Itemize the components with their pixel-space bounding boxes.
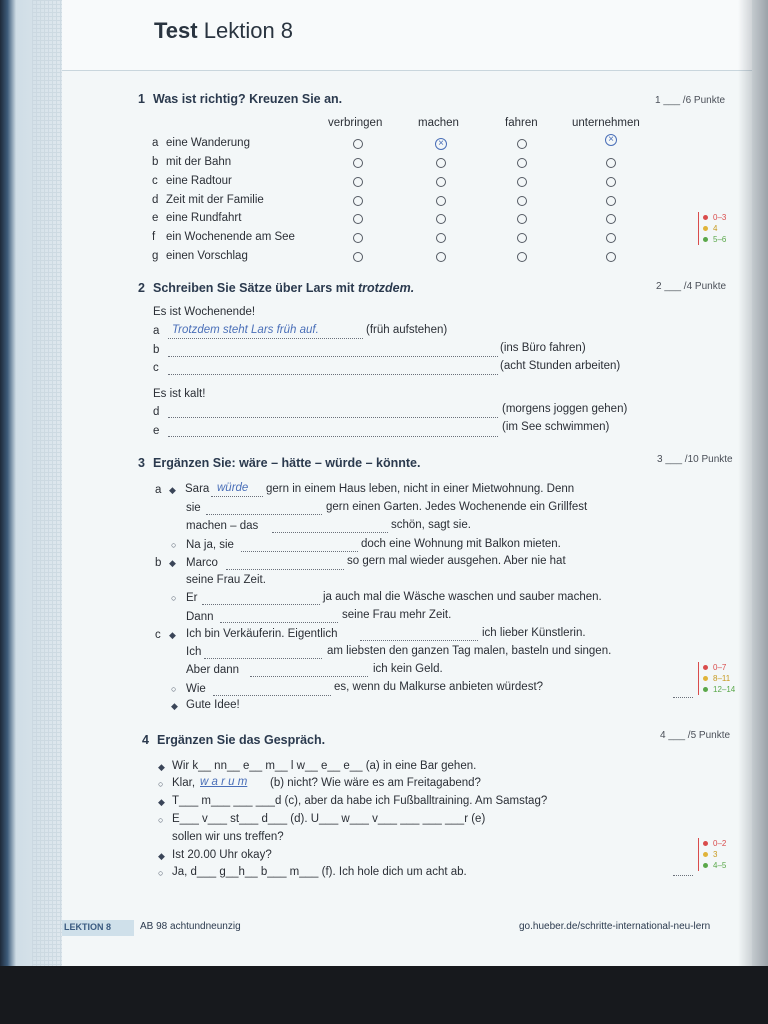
ex1-score-legend <box>698 212 753 245</box>
ex1-row-letter: g <box>152 250 159 262</box>
ex1-row-label: ein Wochenende am See <box>166 231 295 243</box>
diamond-icon: ◆ <box>158 851 165 861</box>
ex2-e-answer-line[interactable] <box>168 436 498 437</box>
scan-background <box>0 966 768 1024</box>
legend-label: 4–5 <box>713 861 727 870</box>
ex3-c1-line[interactable] <box>360 640 478 641</box>
ex4-score: 4 ___ /5 Punkte <box>660 730 731 741</box>
ex2-b-answer-line[interactable] <box>168 356 498 357</box>
ex1-row-label: mit der Bahn <box>166 156 232 168</box>
yellow-dot-icon <box>703 226 708 231</box>
ex1-option-f-unternehmen[interactable] <box>606 233 616 243</box>
ex1-number: 1 <box>138 92 145 106</box>
ex1-row-label: Zeit mit der Familie <box>166 194 264 206</box>
ex2-e-hint: (im See schwimmen) <box>502 421 610 433</box>
ex1-option-g-machen[interactable] <box>436 252 446 262</box>
ex2-c-hint: (acht Stunden arbeiten) <box>500 360 621 372</box>
diamond-icon: ◆ <box>158 797 165 807</box>
diamond-icon: ◆ <box>171 701 178 711</box>
ex1-option-a-fahren[interactable] <box>517 139 527 149</box>
ex3-c3-text: ich kein Geld. <box>373 663 443 675</box>
ex2-letter: d <box>153 406 160 418</box>
ex3-c3-line[interactable] <box>250 676 368 677</box>
ex2-letter: b <box>153 344 160 356</box>
ex3-a2-line[interactable] <box>206 514 322 515</box>
ex1-option-g-verbringen[interactable] <box>353 252 363 262</box>
footer-page-number: AB 98 achtundneunzig <box>140 921 241 932</box>
red-dot-icon <box>703 215 708 220</box>
ex1-row-label: einen Vorschlag <box>166 250 248 262</box>
ex3-total-line <box>673 697 693 698</box>
ex4-b-handwritten-answer[interactable]: w a r u m <box>200 776 248 788</box>
ex4-title: Ergänzen Sie das Gespräch. <box>157 733 326 747</box>
ex3-c5-text: Gute Idee! <box>186 699 240 711</box>
ex4-line-d-e[interactable]: E___ v___ st___ d___ (d). U___ w___ v___ ___ ___ ___r (e) <box>172 813 486 825</box>
ex3-b4-line[interactable] <box>220 622 338 623</box>
ex3-a2-text: sie <box>186 502 201 514</box>
ex4-line-e-cont: sollen wir uns treffen? <box>172 831 284 843</box>
legend-label: 5–6 <box>713 235 727 244</box>
ex1-row-letter: a <box>152 137 159 149</box>
spine-pattern <box>32 0 62 966</box>
ex1-option-d-unternehmen[interactable] <box>606 196 616 206</box>
circle-icon: ○ <box>158 815 164 825</box>
ex2-d-hint: (morgens joggen gehen) <box>502 403 628 415</box>
ex3-c3-text: Aber dann <box>186 664 240 676</box>
ex1-option-g-fahren[interactable] <box>517 252 527 262</box>
ex3-b2-text: seine Frau Zeit. <box>186 574 266 586</box>
ex3-a4-line[interactable] <box>241 551 358 552</box>
circle-icon: ○ <box>171 684 177 694</box>
ex3-a1-text: gern in einem Haus leben, nicht in einer Mietwohnung. Denn <box>266 483 575 495</box>
ex1-option-c-unternehmen[interactable] <box>606 177 616 187</box>
ex4-line-a[interactable]: Wir k__ nn__ e__ m__ l w__ e__ e__ (a) in eine Bar gehen. <box>172 760 477 772</box>
ex3-b3-text: Er <box>186 592 198 604</box>
ex1-row-letter: f <box>152 231 156 243</box>
ex2-c-answer-line[interactable] <box>168 374 498 375</box>
ex2-letter: a <box>153 325 160 337</box>
green-dot-icon <box>703 687 708 692</box>
ex1-col-machen: machen <box>418 117 459 129</box>
legend-label: 0–3 <box>713 213 727 222</box>
ex3-letter: c <box>155 629 161 641</box>
ex1-score: 1 ___ /6 Punkte <box>655 95 726 106</box>
ex3-letter: b <box>155 557 162 569</box>
circle-icon: ○ <box>158 779 164 789</box>
ex1-option-e-unternehmen[interactable] <box>606 214 616 224</box>
ex4-line-b-text: (b) nicht? Wie wäre es am Freitagabend? <box>270 777 481 789</box>
ex4-line-c[interactable]: T___ m___ ___ ___d (c), aber da habe ich Fußballtraining. Am Samstag? <box>172 795 548 807</box>
ex3-a2-text: gern einen Garten. Jedes Wochenende ein Grillfest <box>326 501 588 513</box>
legend-label: 0–7 <box>713 663 727 672</box>
ex2-number: 2 <box>138 281 145 295</box>
green-dot-icon <box>703 237 708 242</box>
ex3-c4-text: Wie <box>186 683 206 695</box>
yellow-dot-icon <box>703 852 708 857</box>
ex1-row-label: eine Radtour <box>166 175 232 187</box>
red-dot-icon <box>703 841 708 846</box>
ex1-option-b-unternehmen[interactable] <box>606 158 616 168</box>
ex1-option-b-verbringen[interactable] <box>353 158 363 168</box>
ex1-option-a-unternehmen-checked[interactable]: × <box>605 134 617 146</box>
ex2-letter: e <box>153 425 160 437</box>
diamond-icon: ◆ <box>169 630 176 640</box>
legend-label: 8–11 <box>713 674 731 683</box>
ex3-c2-line[interactable] <box>204 658 322 659</box>
ex1-option-d-fahren[interactable] <box>517 196 527 206</box>
ex3-a3-line[interactable] <box>272 532 388 533</box>
legend-label: 3 <box>713 850 718 859</box>
ex3-letter: a <box>155 484 162 496</box>
ex4-line-text: Ist 20.00 Uhr okay? <box>172 849 272 861</box>
legend-label: 0–2 <box>713 839 727 848</box>
yellow-dot-icon <box>703 676 708 681</box>
ex1-row-label: eine Wanderung <box>166 137 250 149</box>
ex3-score-legend <box>698 662 753 695</box>
ex1-option-d-verbringen[interactable] <box>353 196 363 206</box>
ex1-option-c-fahren[interactable] <box>517 177 527 187</box>
ex1-row-letter: d <box>152 194 159 206</box>
red-dot-icon <box>703 665 708 670</box>
ex1-option-e-fahren[interactable] <box>517 214 527 224</box>
ex3-a1-label: Sara <box>185 483 210 495</box>
diamond-icon: ◆ <box>169 558 176 568</box>
ex3-b1-text: Marco <box>186 557 218 569</box>
ex1-option-c-machen[interactable] <box>436 177 446 187</box>
diamond-icon: ◆ <box>158 762 165 772</box>
footer-lektion: LEKTION 8 <box>64 922 112 932</box>
ex3-a1-handwritten-answer: würde <box>217 482 249 494</box>
page-title: Test Lektion 8 <box>154 18 294 43</box>
ex2-a-handwritten-answer: Trotzdem steht Lars früh auf. <box>172 324 319 336</box>
ex1-col-unternehmen: unternehmen <box>572 117 640 129</box>
ex1-row-letter: c <box>152 175 158 187</box>
ex3-c4-line[interactable] <box>213 695 331 696</box>
ex3-title: Ergänzen Sie: wäre – hätte – würde – könnte. <box>153 456 421 470</box>
legend-label: 12–14 <box>713 685 736 694</box>
ex1-option-f-verbringen[interactable] <box>353 233 363 243</box>
ex1-col-fahren: fahren <box>505 117 538 129</box>
diamond-icon: ◆ <box>169 485 176 495</box>
circle-icon: ○ <box>171 540 177 550</box>
ex1-title: Was ist richtig? Kreuzen Sie an. <box>153 92 343 106</box>
ex1-row-label: eine Rundfahrt <box>166 212 242 224</box>
green-dot-icon <box>703 863 708 868</box>
footer-url[interactable]: go.hueber.de/schritte-international-neu-lern <box>519 921 711 932</box>
ex1-option-g-unternehmen[interactable] <box>606 252 616 262</box>
legend-label: 4 <box>713 224 718 233</box>
ex1-option-d-machen[interactable] <box>436 196 446 206</box>
ex3-c4-text: es, wenn du Malkurse anbieten würdest? <box>334 681 544 693</box>
ex3-a3-text: machen – das <box>186 520 259 532</box>
ex2-score: 2 ___ /4 Punkte <box>656 281 727 292</box>
ex1-option-e-verbringen[interactable] <box>353 214 363 224</box>
ex1-option-b-fahren[interactable] <box>517 158 527 168</box>
ex1-option-c-verbringen[interactable] <box>353 177 363 187</box>
ex3-b4-text: seine Frau mehr Zeit. <box>342 609 452 621</box>
circle-icon: ○ <box>158 868 164 878</box>
ex3-a3-text: schön, sagt sie. <box>391 519 471 531</box>
ex4-total-line <box>673 875 693 876</box>
ex3-a1-line[interactable] <box>211 496 263 497</box>
ex2-a-hint: (früh aufstehen) <box>366 324 448 336</box>
ex3-c2-text: Ich <box>186 646 202 658</box>
ex1-option-f-machen[interactable] <box>436 233 446 243</box>
ex1-option-e-machen[interactable] <box>436 214 446 224</box>
ex2-d-answer-line[interactable] <box>168 417 498 418</box>
ex4-score-legend <box>698 838 753 871</box>
ex1-row-letter: e <box>152 212 159 224</box>
ex3-number: 3 <box>138 456 145 470</box>
ex1-option-a-verbringen[interactable] <box>353 139 363 149</box>
ex3-b1-text: so gern mal wieder ausgehen. Aber nie hat <box>347 555 566 567</box>
ex3-b3-text: ja auch mal die Wäsche waschen und sauber machen. <box>323 591 602 603</box>
ex3-c2-text: am liebsten den ganzen Tag malen, basteln und singen. <box>327 645 612 657</box>
page-shadow <box>738 0 768 966</box>
ex2-a-answer-line[interactable] <box>168 338 363 339</box>
ex1-col-verbringen: verbringen <box>328 117 383 129</box>
ex1-option-a-machen-checked[interactable]: × <box>435 138 447 150</box>
ex4-line-f[interactable]: Ja, d___ g__h__ b___ m___ (f). Ich hole dich um acht ab. <box>172 866 467 878</box>
ex3-b4-text: Dann <box>186 611 214 623</box>
ex4-line-b-prefix: Klar, <box>172 777 196 789</box>
ex3-b3-line[interactable] <box>202 604 320 605</box>
ex2-title: Schreiben Sie Sätze über Lars mit trotzdem. <box>153 281 415 295</box>
ex3-b1-line[interactable] <box>226 569 344 570</box>
ex2-letter: c <box>153 362 159 374</box>
ex1-option-b-machen[interactable] <box>436 158 446 168</box>
ex3-a4-text: Na ja, sie <box>186 539 234 551</box>
ex2-b-hint: (ins Büro fahren) <box>500 342 586 354</box>
ex1-option-f-fahren[interactable] <box>517 233 527 243</box>
circle-icon: ○ <box>171 593 177 603</box>
ex1-row-letter: b <box>152 156 159 168</box>
ex4-number: 4 <box>142 733 149 747</box>
ex3-a4-text: doch eine Wohnung mit Balkon mieten. <box>361 538 561 550</box>
ex3-score: 3 ___ /10 Punkte <box>657 454 733 465</box>
ex3-c1-text: ich lieber Künstlerin. <box>482 627 586 639</box>
ex3-c1-text: Ich bin Verkäuferin. Eigentlich <box>186 628 338 640</box>
ex2-intro: Es ist kalt! <box>153 388 206 400</box>
ex2-intro: Es ist Wochenende! <box>153 306 256 318</box>
